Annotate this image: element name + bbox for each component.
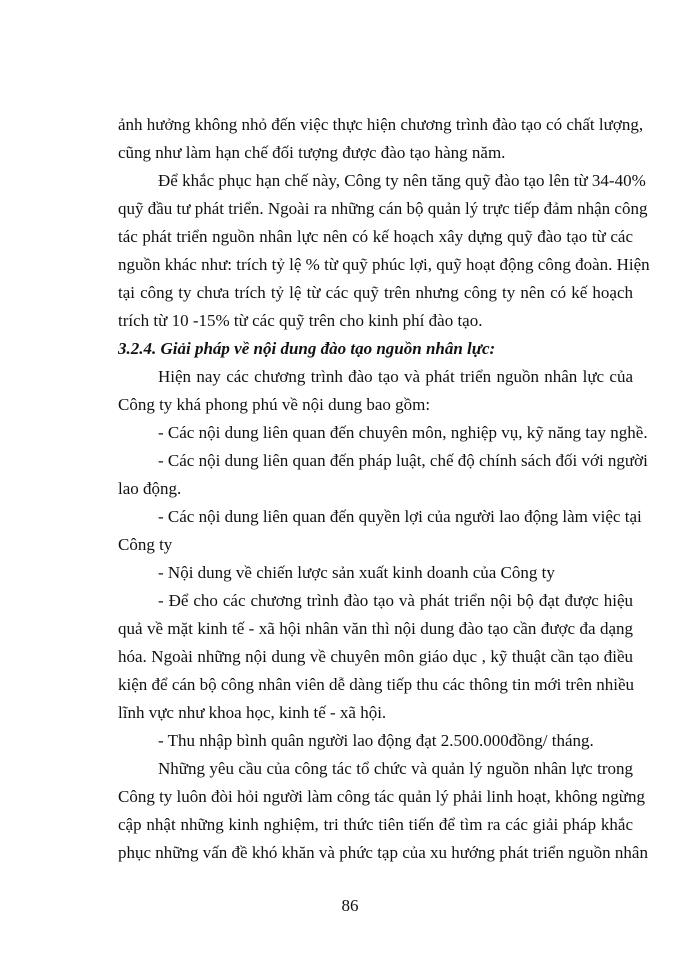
section-heading: 3.2.4. Giải pháp về nội dung đào tạo nguồn nhân lực:: [118, 339, 496, 358]
text-line: Những yêu cầu của công tác tổ chức và quản lý nguồn nhân lực trong: [158, 759, 633, 778]
text-line: lao động.: [118, 479, 182, 498]
text-line: cũng như làm hạn chế đối tượng được đào tạo hàng năm.: [118, 143, 506, 162]
list-item: - Các nội dung liên quan đến quyền lợi của người lao động làm việc tại: [158, 507, 642, 526]
text-line: Công ty luôn đòi hỏi người làm công tác quản lý phải linh hoạt, không ngừng: [118, 787, 645, 806]
page-number: 86: [341, 896, 359, 915]
list-item: - Các nội dung liên quan đến chuyên môn, nghiệp vụ, kỹ năng tay nghề.: [158, 423, 648, 442]
text-line: nguồn khác như: trích tỷ lệ % từ quỹ phúc lợi, quỹ hoạt động công đoàn. Hiện: [118, 255, 650, 274]
text-line: Để khắc phục hạn chế này, Công ty nên tăng quỹ đào tạo lên từ 34-40%: [158, 171, 646, 190]
text-line: trích từ 10 -15% từ các quỹ trên cho kinh phí đào tạo.: [118, 311, 483, 330]
list-item: - Nội dung về chiến lược sản xuất kinh doanh của Công ty: [158, 563, 555, 582]
text-line: ảnh hưởng không nhỏ đến việc thực hiện chương trình đào tạo có chất lượng,: [118, 115, 644, 134]
text-line: Công ty khá phong phú về nội dung bao gồm:: [118, 395, 431, 414]
text-line: hóa. Ngoài những nội dung về chuyên môn giáo dục , kỹ thuật cần tạo điều: [118, 647, 633, 666]
text-line: quả về mặt kinh tế - xã hội nhân văn thì nội dung đào tạo cần được đa dạng: [118, 619, 633, 638]
text-line: Hiện nay các chương trình đào tạo và phát triển nguồn nhân lực của: [158, 367, 633, 386]
text-line: kiện để cán bộ công nhân viên dễ dàng tiếp thu các thông tin mới trên nhiều: [118, 675, 635, 694]
list-item: - Các nội dung liên quan đến pháp luật, chế độ chính sách đối với người: [158, 451, 648, 470]
text-line: phục những vấn đề khó khăn và phức tạp của xu hướng phát triển nguồn nhân: [118, 843, 648, 862]
body-text: [118, 111, 650, 867]
text-line: Công ty: [118, 535, 173, 554]
text-line: tác phát triển nguồn nhân lực nên có kế hoạch xây dựng quỹ đào tạo từ các: [118, 227, 633, 246]
list-item: - Thu nhập bình quân người lao động đạt 2.500.000đồng/ tháng.: [158, 731, 594, 750]
text-line: quỹ đầu tư phát triển. Ngoài ra những cán bộ quản lý trực tiếp đảm nhận công: [118, 199, 648, 218]
text-line: cập nhật những kinh nghiệm, tri thức tiên tiến để tìm ra các giải pháp khắc: [118, 815, 633, 834]
list-item: - Để cho các chương trình đào tạo và phát triển nội bộ đạt được hiệu: [158, 591, 633, 610]
text-line: tại công ty chưa trích tỷ lệ từ các quỹ trên nhưng công ty nên có kế hoạch: [118, 283, 633, 302]
text-line: lĩnh vực như khoa học, kinh tế - xã hội.: [118, 703, 387, 722]
